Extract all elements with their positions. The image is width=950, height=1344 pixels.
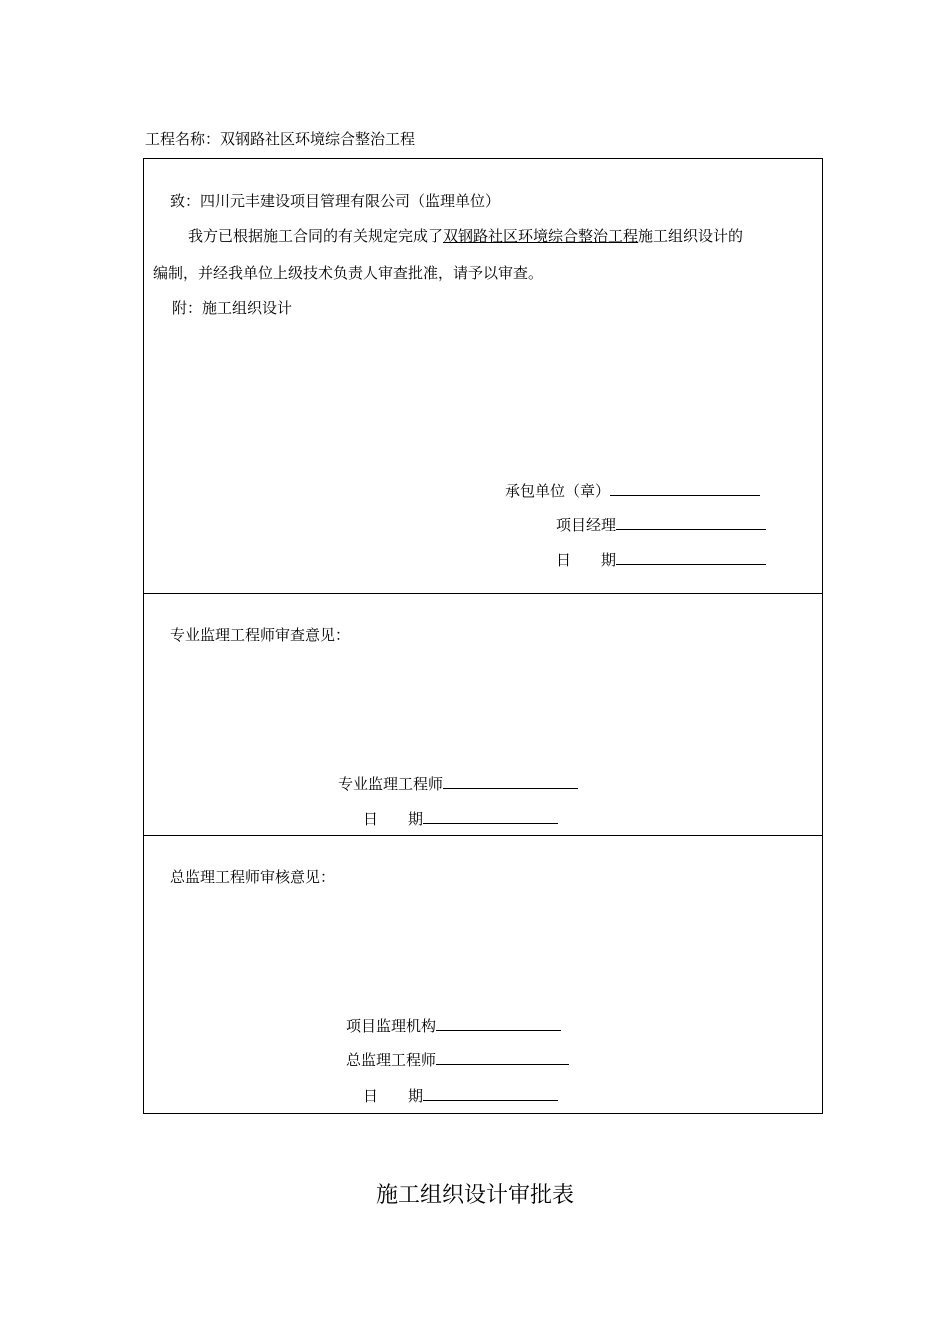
specialist-date-line <box>423 809 558 824</box>
chief-label: 总监理工程师 <box>346 1051 437 1069</box>
contractor-label: 承包单位（章） <box>505 482 611 500</box>
date-label-ri: 日 <box>556 551 572 569</box>
specialist-label: 专业监理工程师 <box>338 775 444 793</box>
submission-body-line-2: 编制，并经我单位上级技术负责人审查批准，请予以审查。 <box>153 264 544 282</box>
chief-signature-row <box>346 1049 569 1070</box>
date-label-ri: 日 <box>363 810 379 828</box>
form-title: 施工组织设计审批表 <box>375 1183 574 1208</box>
contractor-signature-line <box>610 481 760 496</box>
attachment-line: 附：施工组织设计 <box>172 299 293 317</box>
body-suffix: 施工组织设计的 <box>638 227 744 245</box>
body-project-name: 双钢路社区环境综合整治工程 <box>443 227 639 245</box>
date-label-ri: 日 <box>363 1087 379 1105</box>
contractor-date-line <box>616 550 766 565</box>
supervision-org-line <box>436 1016 561 1031</box>
specialist-signature-line <box>443 774 578 789</box>
specialist-date-row <box>363 808 558 829</box>
specialist-review-heading: 专业监理工程师审查意见： <box>170 626 351 644</box>
date-label-qi: 期 <box>408 810 424 828</box>
chief-date-line <box>423 1086 558 1101</box>
supervision-org-label: 项目监理机构 <box>346 1017 437 1035</box>
contractor-signature-row <box>505 480 760 501</box>
body-prefix: 我方已根据施工合同的有关规定完成了 <box>188 227 444 245</box>
manager-signature-line <box>616 515 766 530</box>
section-divider-2 <box>143 835 823 836</box>
supervision-org-row <box>346 1015 561 1036</box>
contractor-date-row <box>556 549 766 570</box>
submission-body-line-1 <box>188 225 743 246</box>
chief-review-heading: 总监理工程师审核意见： <box>170 868 336 886</box>
project-name-line: 工程名称：双钢路社区环境综合整治工程 <box>145 130 416 148</box>
chief-signature-line <box>436 1050 569 1065</box>
manager-signature-row <box>556 514 766 535</box>
chief-date-row <box>363 1085 558 1106</box>
specialist-signature-row <box>338 773 578 794</box>
date-label-qi: 期 <box>601 551 617 569</box>
manager-label: 项目经理 <box>556 516 617 534</box>
section-divider-1 <box>143 593 823 594</box>
date-label-qi: 期 <box>408 1087 424 1105</box>
addressee-line: 致：四川元丰建设项目管理有限公司（监理单位） <box>170 192 501 210</box>
